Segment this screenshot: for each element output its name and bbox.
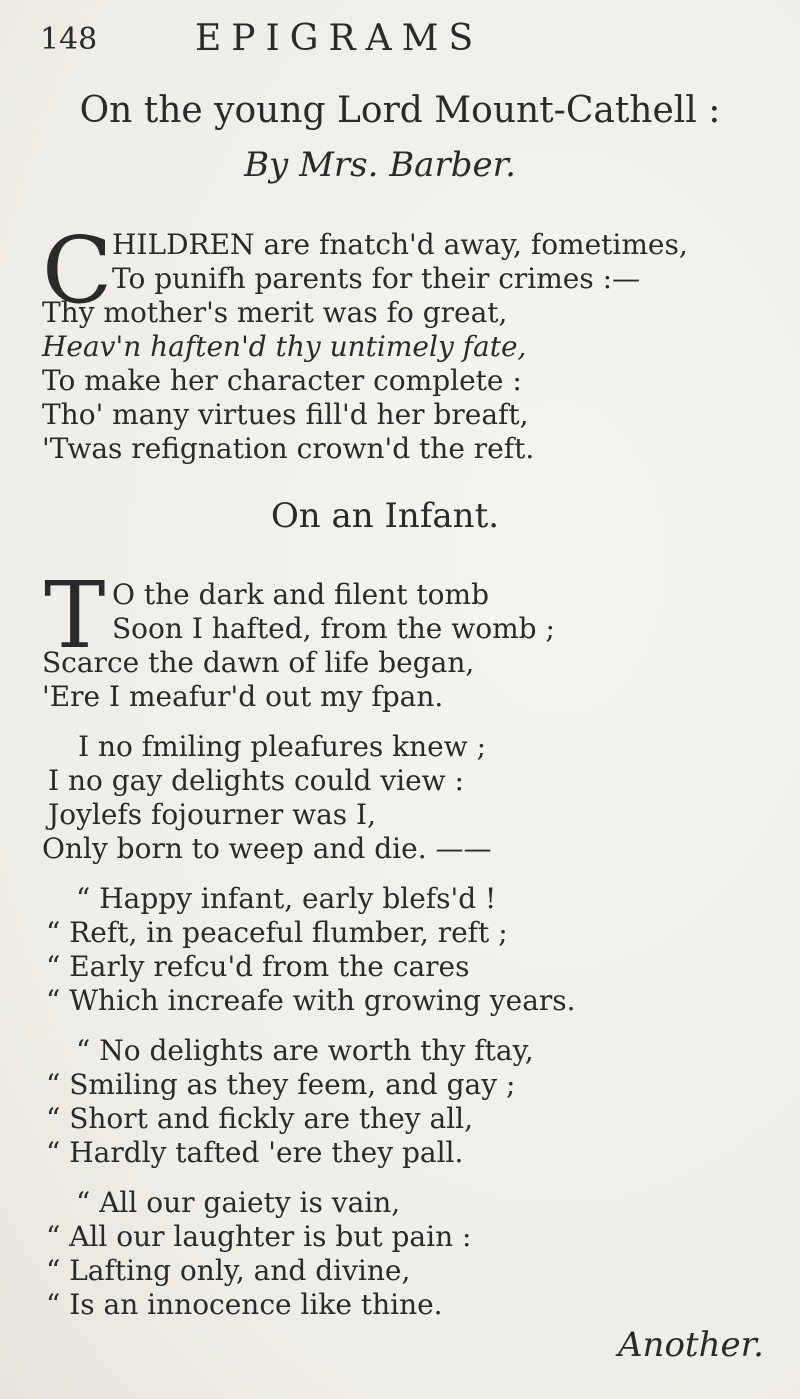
poem1-dropcap: C <box>42 217 113 324</box>
poem2-line: I no fmiling pleafures knew ; <box>78 730 487 763</box>
poem2-line: Only born to weep and die. —— <box>42 832 492 865</box>
poem1-title: On the young Lord Mount-Cathell : <box>79 90 721 131</box>
poem2-dropcap: T <box>44 562 106 669</box>
poem2-line: I no gay delights could view : <box>48 764 464 797</box>
poem2-line: “ Short and fickly are they all, <box>46 1102 473 1135</box>
poem2-line: “ Lafting only, and divine, <box>46 1254 411 1287</box>
poem2-line: “ Early refcu'd from the cares <box>46 950 470 983</box>
poem2-line: Joylefs fojourner was I, <box>48 798 377 831</box>
poem2-line: “ Smiling as they feem, and gay ; <box>46 1068 516 1101</box>
page-header <box>40 18 760 68</box>
poem2-line: “ No delights are worth thy ftay, <box>76 1034 534 1067</box>
poem1-line: To make her character complete : <box>42 364 522 397</box>
poem1-line: Thy mother's merit was fo great, <box>42 296 508 329</box>
poem1-line: Tho' many virtues fill'd her breaft, <box>42 398 529 431</box>
poem1-line: To punifh parents for their crimes :— <box>112 262 641 295</box>
poem2-line: “ All our gaiety is vain, <box>76 1186 401 1219</box>
poem2-title: On an Infant. <box>270 496 500 536</box>
poem2-line: Scarce the dawn of life began, <box>42 646 475 679</box>
poem2-line: “ Reft, in peaceful flumber, reft ; <box>46 916 508 949</box>
running-head: EPIGRAMS <box>195 18 484 59</box>
poem1-line: HILDREN are fnatch'd away, fometimes, <box>112 228 688 261</box>
page-number: 148 <box>40 22 98 57</box>
poem2-line: O the dark and filent tomb <box>112 578 490 611</box>
poem1-line: Heav'n haften'd thy untimely fate, <box>42 330 527 363</box>
poem2-line: 'Ere I meafur'd out my fpan. <box>42 680 444 713</box>
catchword: Another. <box>618 1325 764 1365</box>
poem2-line: “ Happy infant, early blefs'd ! <box>76 882 497 915</box>
poem1-byline: By Mrs. Barber. <box>244 145 516 185</box>
poem2-line: “ All our laughter is but pain : <box>46 1220 472 1253</box>
poem2-line: Soon I hafted, from the womb ; <box>112 612 555 645</box>
poem1-line: 'Twas refignation crown'd the reft. <box>42 432 535 465</box>
poem2-line: “ Hardly tafted 'ere they pall. <box>46 1136 464 1169</box>
poem2-line: “ Is an innocence like thine. <box>46 1288 443 1321</box>
poem2-line: “ Which increafe with growing years. <box>46 984 576 1017</box>
